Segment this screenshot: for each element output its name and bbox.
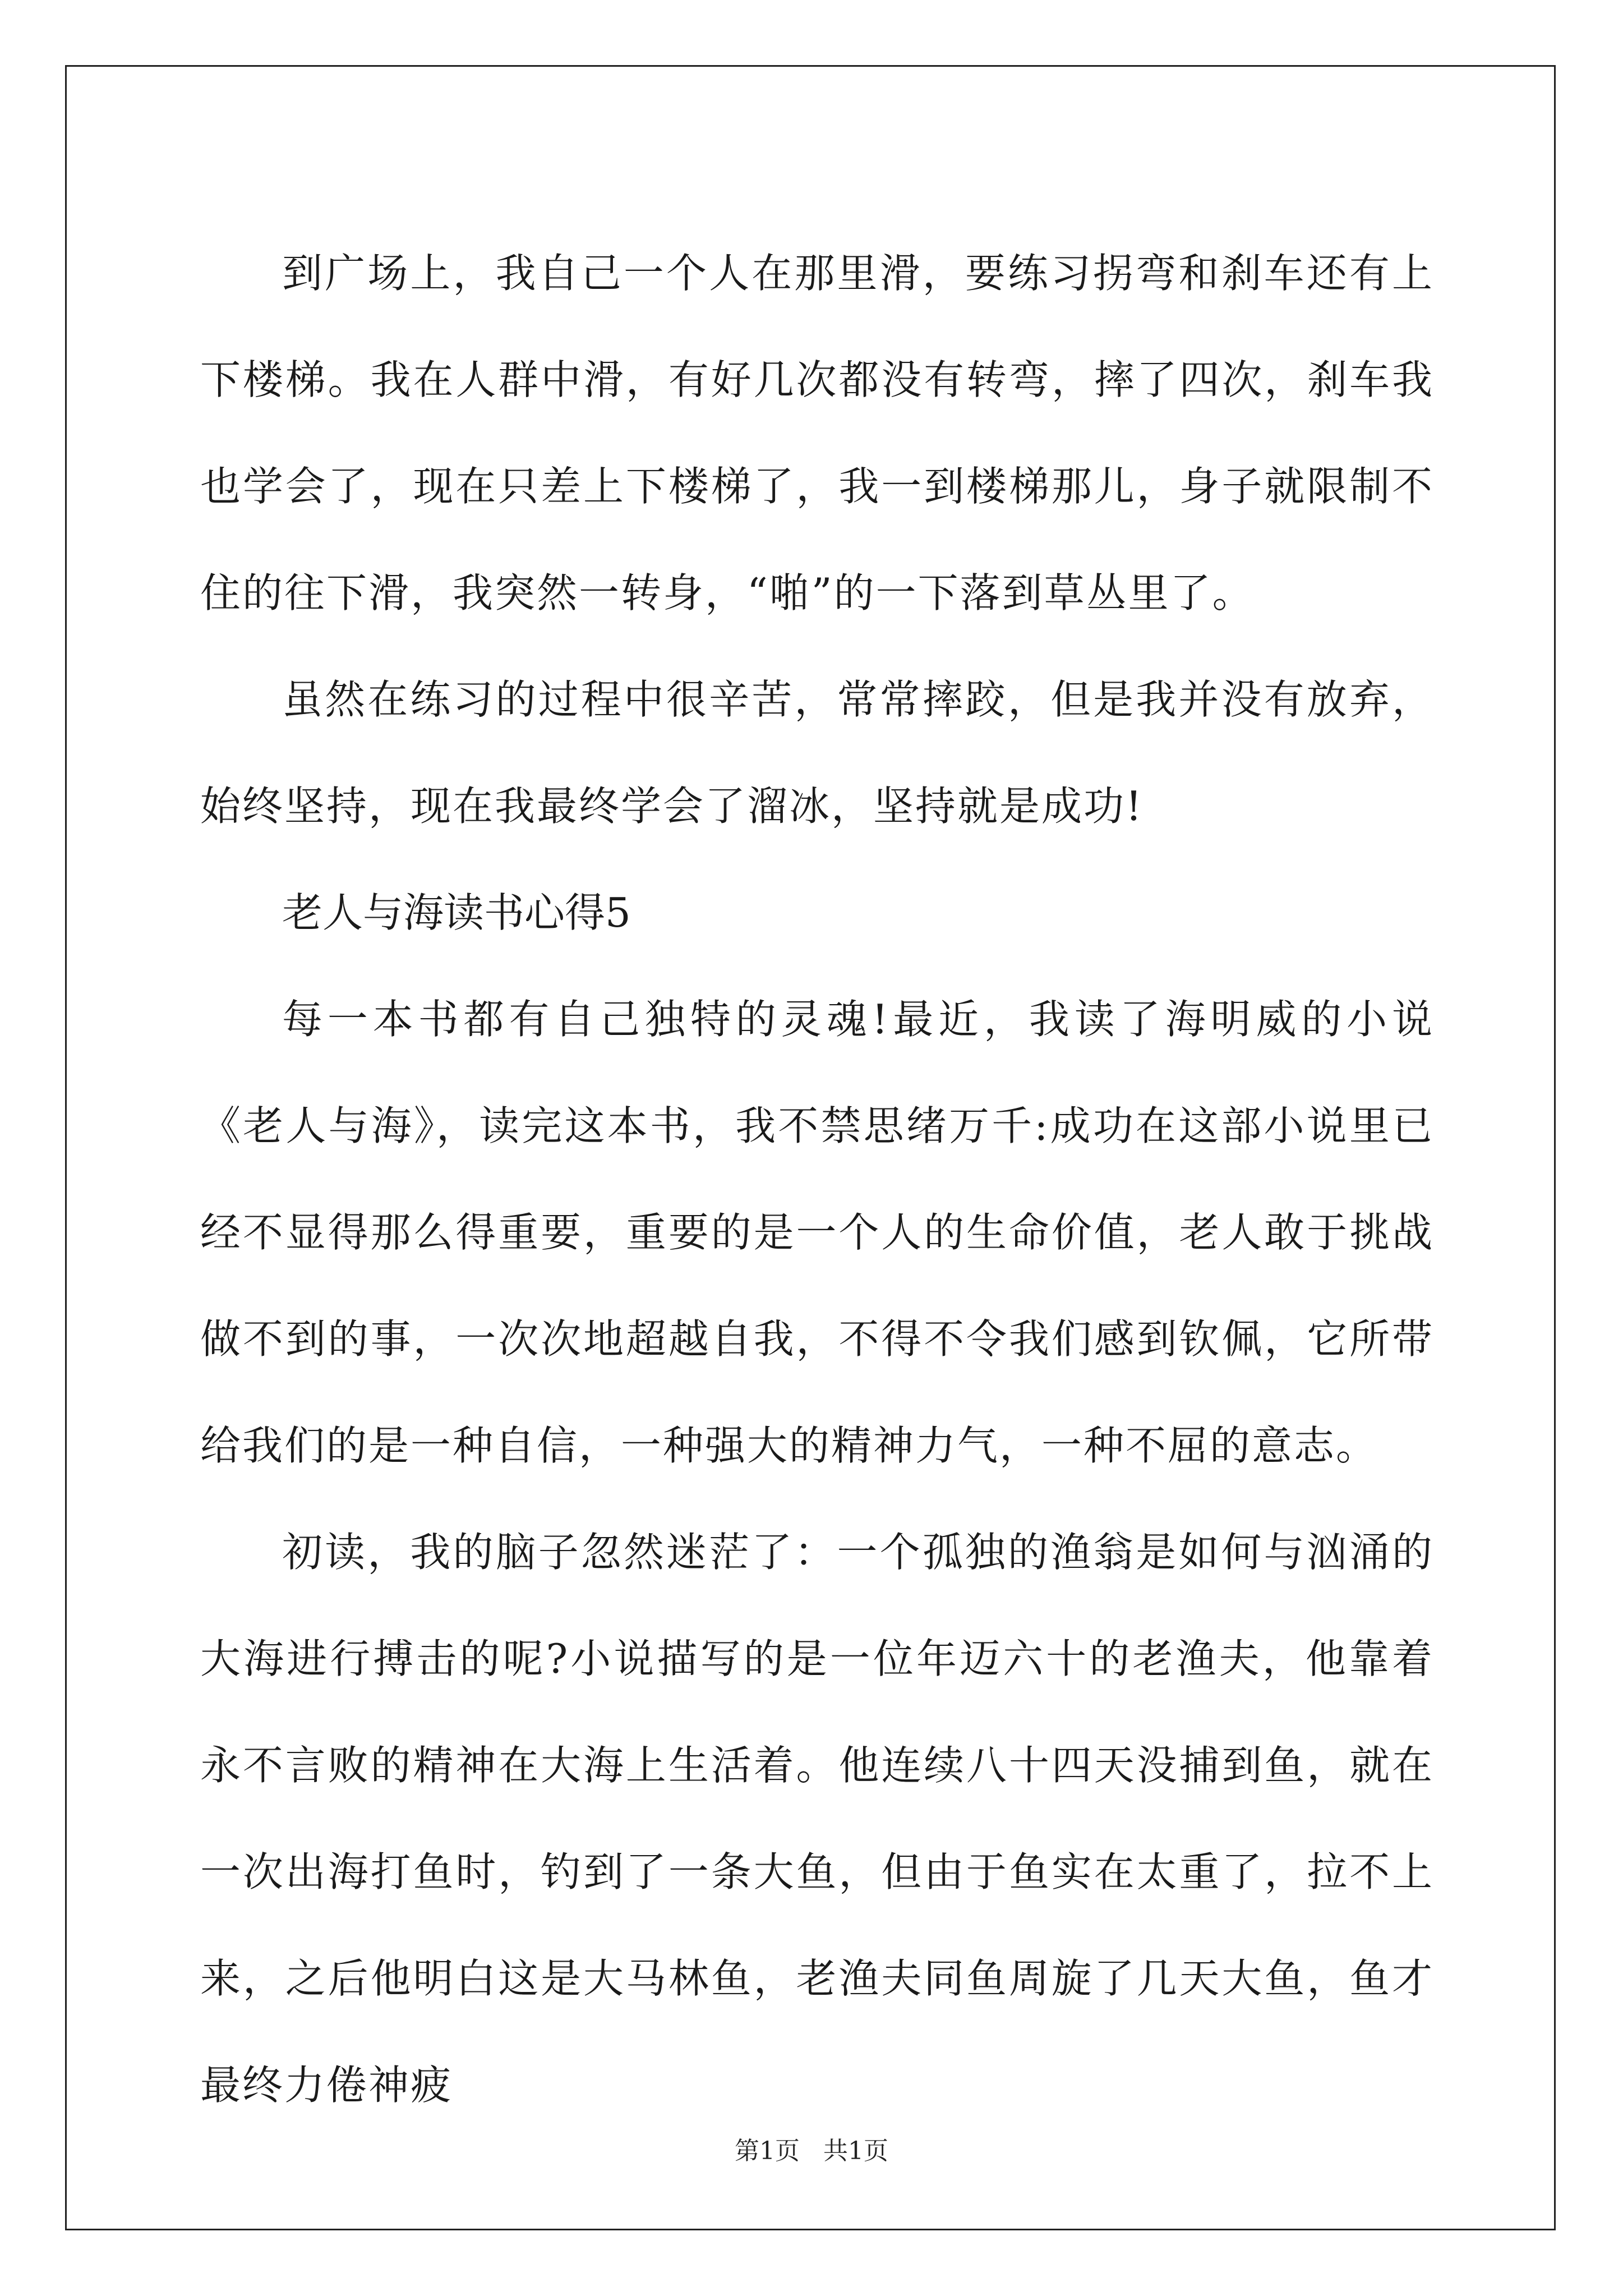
paragraph: 虽然在练习的过程中很辛苦，常常摔跤，但是我并没有放弃，始终坚持，现在我最终学会了溜冰，坚持就是成功! xyxy=(200,676,1434,830)
document-body xyxy=(200,220,1434,2138)
paragraph: 到广场上，我自己一个人在那里滑，要练习拐弯和刹车还有上下楼梯。我在人群中滑，有好几次都没有转弯，摔了四次，刹车我也学会了，现在只差上下楼梯了，我一到楼梯那儿，身子就限制不住的往下滑，我突然一转身，“啪”的一下落到草丛里了。 xyxy=(200,250,1434,616)
page-total: 共1页 xyxy=(823,2137,888,2165)
paragraph: 初读，我的脑子忽然迷茫了：一个孤独的渔翁是如何与汹涌的大海进行搏击的呢?小说描写的是一位年迈六十的老渔夫，他靠着永不言败的精神在大海上生活着。他连续八十四天没捕到鱼，就在一次出海打鱼时，钓到了一条大鱼，但由于鱼实在太重了，拉不上来，之后他明白这是大马林鱼，老渔夫同鱼周旋了几天大鱼，鱼才最终力倦神疲 xyxy=(200,1529,1434,2109)
page-number: 第1页 xyxy=(735,2137,800,2165)
section-heading: 老人与海读书心得5 xyxy=(282,889,631,936)
page-footer xyxy=(0,2134,1623,2168)
paragraph: 每一本书都有自己独特的灵魂!最近，我读了海明威的小说《老人与海》，读完这本书，我不禁思绪万千:成功在这部小说里已经不显得那么得重要，重要的是一个人的生命价值，老人敢于挑战做不到的事，一次次地超越自我，不得不令我们感到钦佩，它所带给我们的是一种自信，一种强大的精神力气，一种不屈的意志。 xyxy=(200,996,1434,1469)
